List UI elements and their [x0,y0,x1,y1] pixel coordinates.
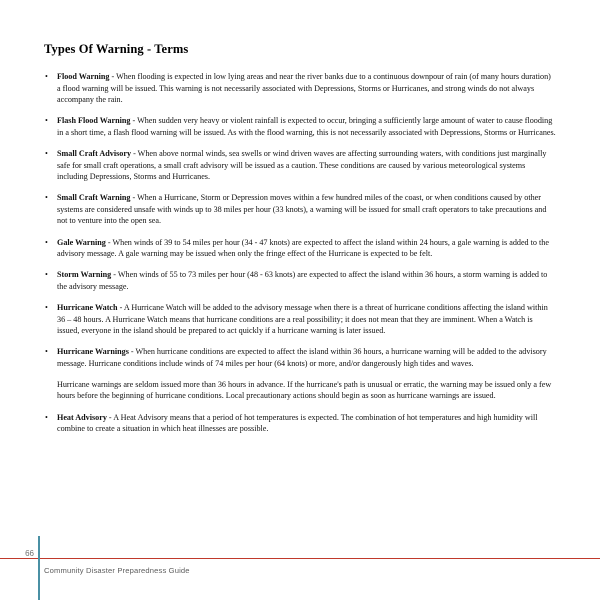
bullet-icon: • [45,237,48,247]
hurricane-warnings-continuation-paragraph: Hurricane warnings are seldom issued more than 36 hours in advance. If the hurricane's path is unusual or erratic, the warning may be issued only a few hours before the beginning of hurricane conditions. Local precautionary actions should begin as soon as hurricane warnings are issued. [57,379,552,401]
term-separator: - [105,237,113,247]
term-label: Small Craft Advisory [57,148,132,158]
term-label: Heat Advisory [57,412,107,422]
term-separator: - [117,302,124,312]
term-label: Gale Warning [57,237,106,247]
bullet-icon: • [45,148,48,158]
term-description: When flooding is expected in low lying areas and near the river banks due to a continuous downpour of rain (of many hours duration) a flood warning will be issued. This warning is not necessarily associated with Depressions, Storms or Hurricanes, and strong winds do not always accompany the rain. [57,72,551,105]
term-label: Flood Warning [57,72,110,81]
bullet-icon: • [45,116,48,126]
term-description: When winds of 39 to 54 miles per hour (34 - 47 knots) are expected to affect the island within 24 hours, a gale warning is added to the advisory message. A gale warning may be issued when only the fringe effect of the Hurricane is expected to be felt. [57,237,549,259]
term-separator: - [109,72,117,81]
list-item [44,302,556,337]
term-label: Hurricane Watch [57,302,118,312]
bullet-icon: • [45,270,48,280]
term-description: When above normal winds, sea swells or wind driven waves are affecting surrounding waters, with conditions just marginally safe for small craft operations, a small craft advisory will be issued as a caution. These conditions are caused by various meteorological systems including Depressions, Storms and Hurricanes. [57,148,547,182]
left-margin-accent-rule [38,536,40,600]
page-content [44,42,556,444]
bullet-icon: • [45,347,48,357]
bullet-icon: • [45,412,48,422]
term-description: When sudden very heavy or violent rainfall is expected to occur, bringing a sufficiently large amount of water to cause flooding in a short time, a flash flood warning will be issued. As with the flood warning, this is not necessarily associated with Depressions, Storms or Hurricanes. [57,116,556,137]
term-label: Hurricane Warnings [57,347,129,357]
term-label: Storm Warning [57,270,112,280]
term-separator: - [128,347,136,357]
page-number: 66 [25,549,34,558]
list-item [44,192,556,227]
page-title: Types Of Warning - Terms [44,42,189,56]
term-label: Flash Flood Warning [57,116,131,126]
term-description: When a Hurricane, Storm or Depression moves within a few hundred miles of the coast, or when conditions caused by other systems are considered unsafe with winds up to 38 miles per hour (33 knots), a warning will be issued for small craft operators to take precautions and not to venture into the open sea. [57,193,547,226]
list-item [44,412,556,435]
term-separator: - [106,412,114,422]
list-item [44,346,556,369]
term-description: When winds of 55 to 73 miles per hour (48 - 63 knots) are expected to affect the island within 36 hours, a storm warning is added to the advisory message. [57,270,548,291]
bullet-icon: • [45,302,48,312]
term-separator: - [130,116,138,126]
term-label: Small Craft Warning [57,193,131,203]
term-separator: - [111,270,118,280]
term-description: When hurricane conditions are expected to affect the island within 36 hours, a hurricane warning will be added to the advisory message. Hurricane conditions include winds of 74 miles per hour (64 knots) or more, and/or dangerously high tides and waves. [57,347,547,368]
warning-terms-list-final [44,412,556,435]
term-separator: - [131,148,138,158]
list-item [44,115,556,138]
footer-title: Community Disaster Preparedness Guide [44,566,190,575]
footer-divider-rule [0,558,600,559]
term-description: A Heat Advisory means that a period of hot temperatures is expected. The combination of hot temperatures and high humidity will combine to create a situation in which heat illnesses are possible. [57,412,538,434]
list-item [44,237,556,260]
list-item [44,269,556,292]
warning-terms-list [44,71,556,369]
bullet-icon: • [45,193,48,203]
list-item [44,148,556,183]
bullet-icon: • [45,72,48,81]
list-item [44,71,556,106]
term-description: A Hurricane Watch will be added to the advisory message when there is a threat of hurricane conditions affecting the island within 36 – 48 hours. A Hurricane Watch means that hurricane conditions are a real possibility; it does not mean that they are imminent. When a Watch is issued, everyone in the island should be prepared to act quickly if a hurricane warning is later issued. [57,302,548,336]
term-separator: - [130,193,138,203]
